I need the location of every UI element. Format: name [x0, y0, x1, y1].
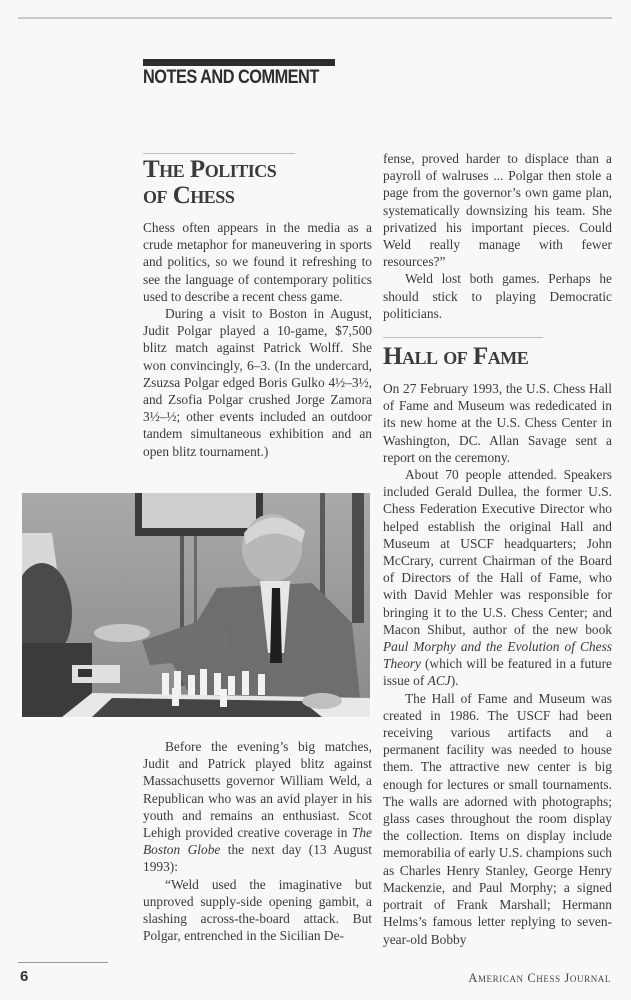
book-title: Paul Morphy and the Evolution of Chess Theory: [383, 639, 612, 672]
quote: “Weld used the imaginative but unproved supply-side opening gambit, a slashing across-the-board attack. But Polgar, entrenched in the Sicilian De-: [143, 876, 372, 944]
article-rule: [143, 153, 295, 154]
title-line-2: of Chess: [143, 182, 235, 209]
page-number: 6: [20, 968, 29, 985]
abbrev-uscf: USCF: [460, 535, 494, 551]
paragraph: About 70 people attended. Speakers included Gerald Dullea, the former U.S. Chess Federation Executive Director who helped establish the original Hall and Museum at USCF headquarters; John McCrary, current Chairman of the Board of Directors of the Hall of Fame, who with David Mehler was responsible for bringing it to the U.S. Chess Center; and Macon Shibut, author of the new book Paul Morphy and the Evolution of Chess Theory (which will be featured in a future issue of ACJ).: [383, 467, 612, 689]
title-line-1: The Politics: [143, 156, 277, 183]
article-title-politics: [143, 157, 276, 209]
paragraph: The Hall of Fame and Museum was created in 1986. The USCF had been receiving various artifacts and a permanent facility was needed to house them. The attractive new center is big enough for lectures or small tournaments. The walls are adorned with photographs; glass cases throughout the room display the collection. Items on display include memorabilia of early U.S. champions such as Charles Henry Stanley, George Henry Mackenzie, and Paul Morphy; a signed portrait of Frank Marshall; Hermann Helms’s famous letter replying to seven-year-old Bobby: [383, 690, 612, 947]
publication-name: The Boston Globe: [143, 825, 372, 858]
photo-illustration: [22, 493, 370, 717]
section-title: NOTES AND COMMENT: [143, 67, 319, 88]
article-rule: [383, 337, 543, 338]
paragraph: Before the evening’s big matches, Judit and Patrick played blitz against Massachusetts governor William Weld, a Republican who was an avid player in his youth and remains an enthusiast. Scot Lehigh provided creative coverage in The Boston Globe the next day (13 August 1993):: [143, 739, 372, 875]
article2-body: [383, 380, 612, 948]
abbrev-acj: ACJ: [427, 673, 451, 689]
photo-weld-chess: [22, 493, 370, 717]
article-title-hall-of-fame: Hall of Fame: [383, 343, 529, 370]
paragraph: Weld lost both games. Perhaps he should stick to playing Democratic politicians.: [383, 271, 612, 321]
paragraph: Chess often appears in the media as a crude metaphor for maneuvering in sports and politics, so we found it refreshing to see the language of contemporary politics used to describe a recent chess game.: [143, 220, 372, 304]
journal-name: American Chess Journal: [468, 971, 611, 985]
footer-rule: [18, 962, 108, 963]
article1-intro: [143, 219, 372, 460]
quote-continued: fense, proved harder to displace than a payroll of walruses ... Polgar then stole a page from the governor’s own game plan, systematically downsizing his team. She privatized his important pieces. Could Weld really manage with fewer resources?”: [383, 151, 612, 270]
paragraph: During a visit to Boston in August, Judit Polgar played a 10-game, $7,500 blitz match against Patrick Wolff. She won convincingly, 6–3. (In the undercard, Zsuzsa Polgar edged Boris Gulko 4½–3½, and Zsofia Polgar crushed Jorge Zamora 3½–½; other events included an outdoor tandem simultaneous exhibition and an open blitz tournament.): [143, 306, 372, 459]
article1-after-photo: [143, 738, 372, 944]
top-rule: [18, 17, 612, 19]
article1-continuation: [383, 150, 612, 322]
paragraph: On 27 February 1993, the U.S. Chess Hall of Fame and Museum was rededicated in its new home at the U.S. Chess Center in Washington, DC. Allan Savage sent a report on the ceremony.: [383, 381, 612, 465]
section-bar: [143, 59, 335, 66]
abbrev-uscf: USCF: [516, 707, 551, 723]
